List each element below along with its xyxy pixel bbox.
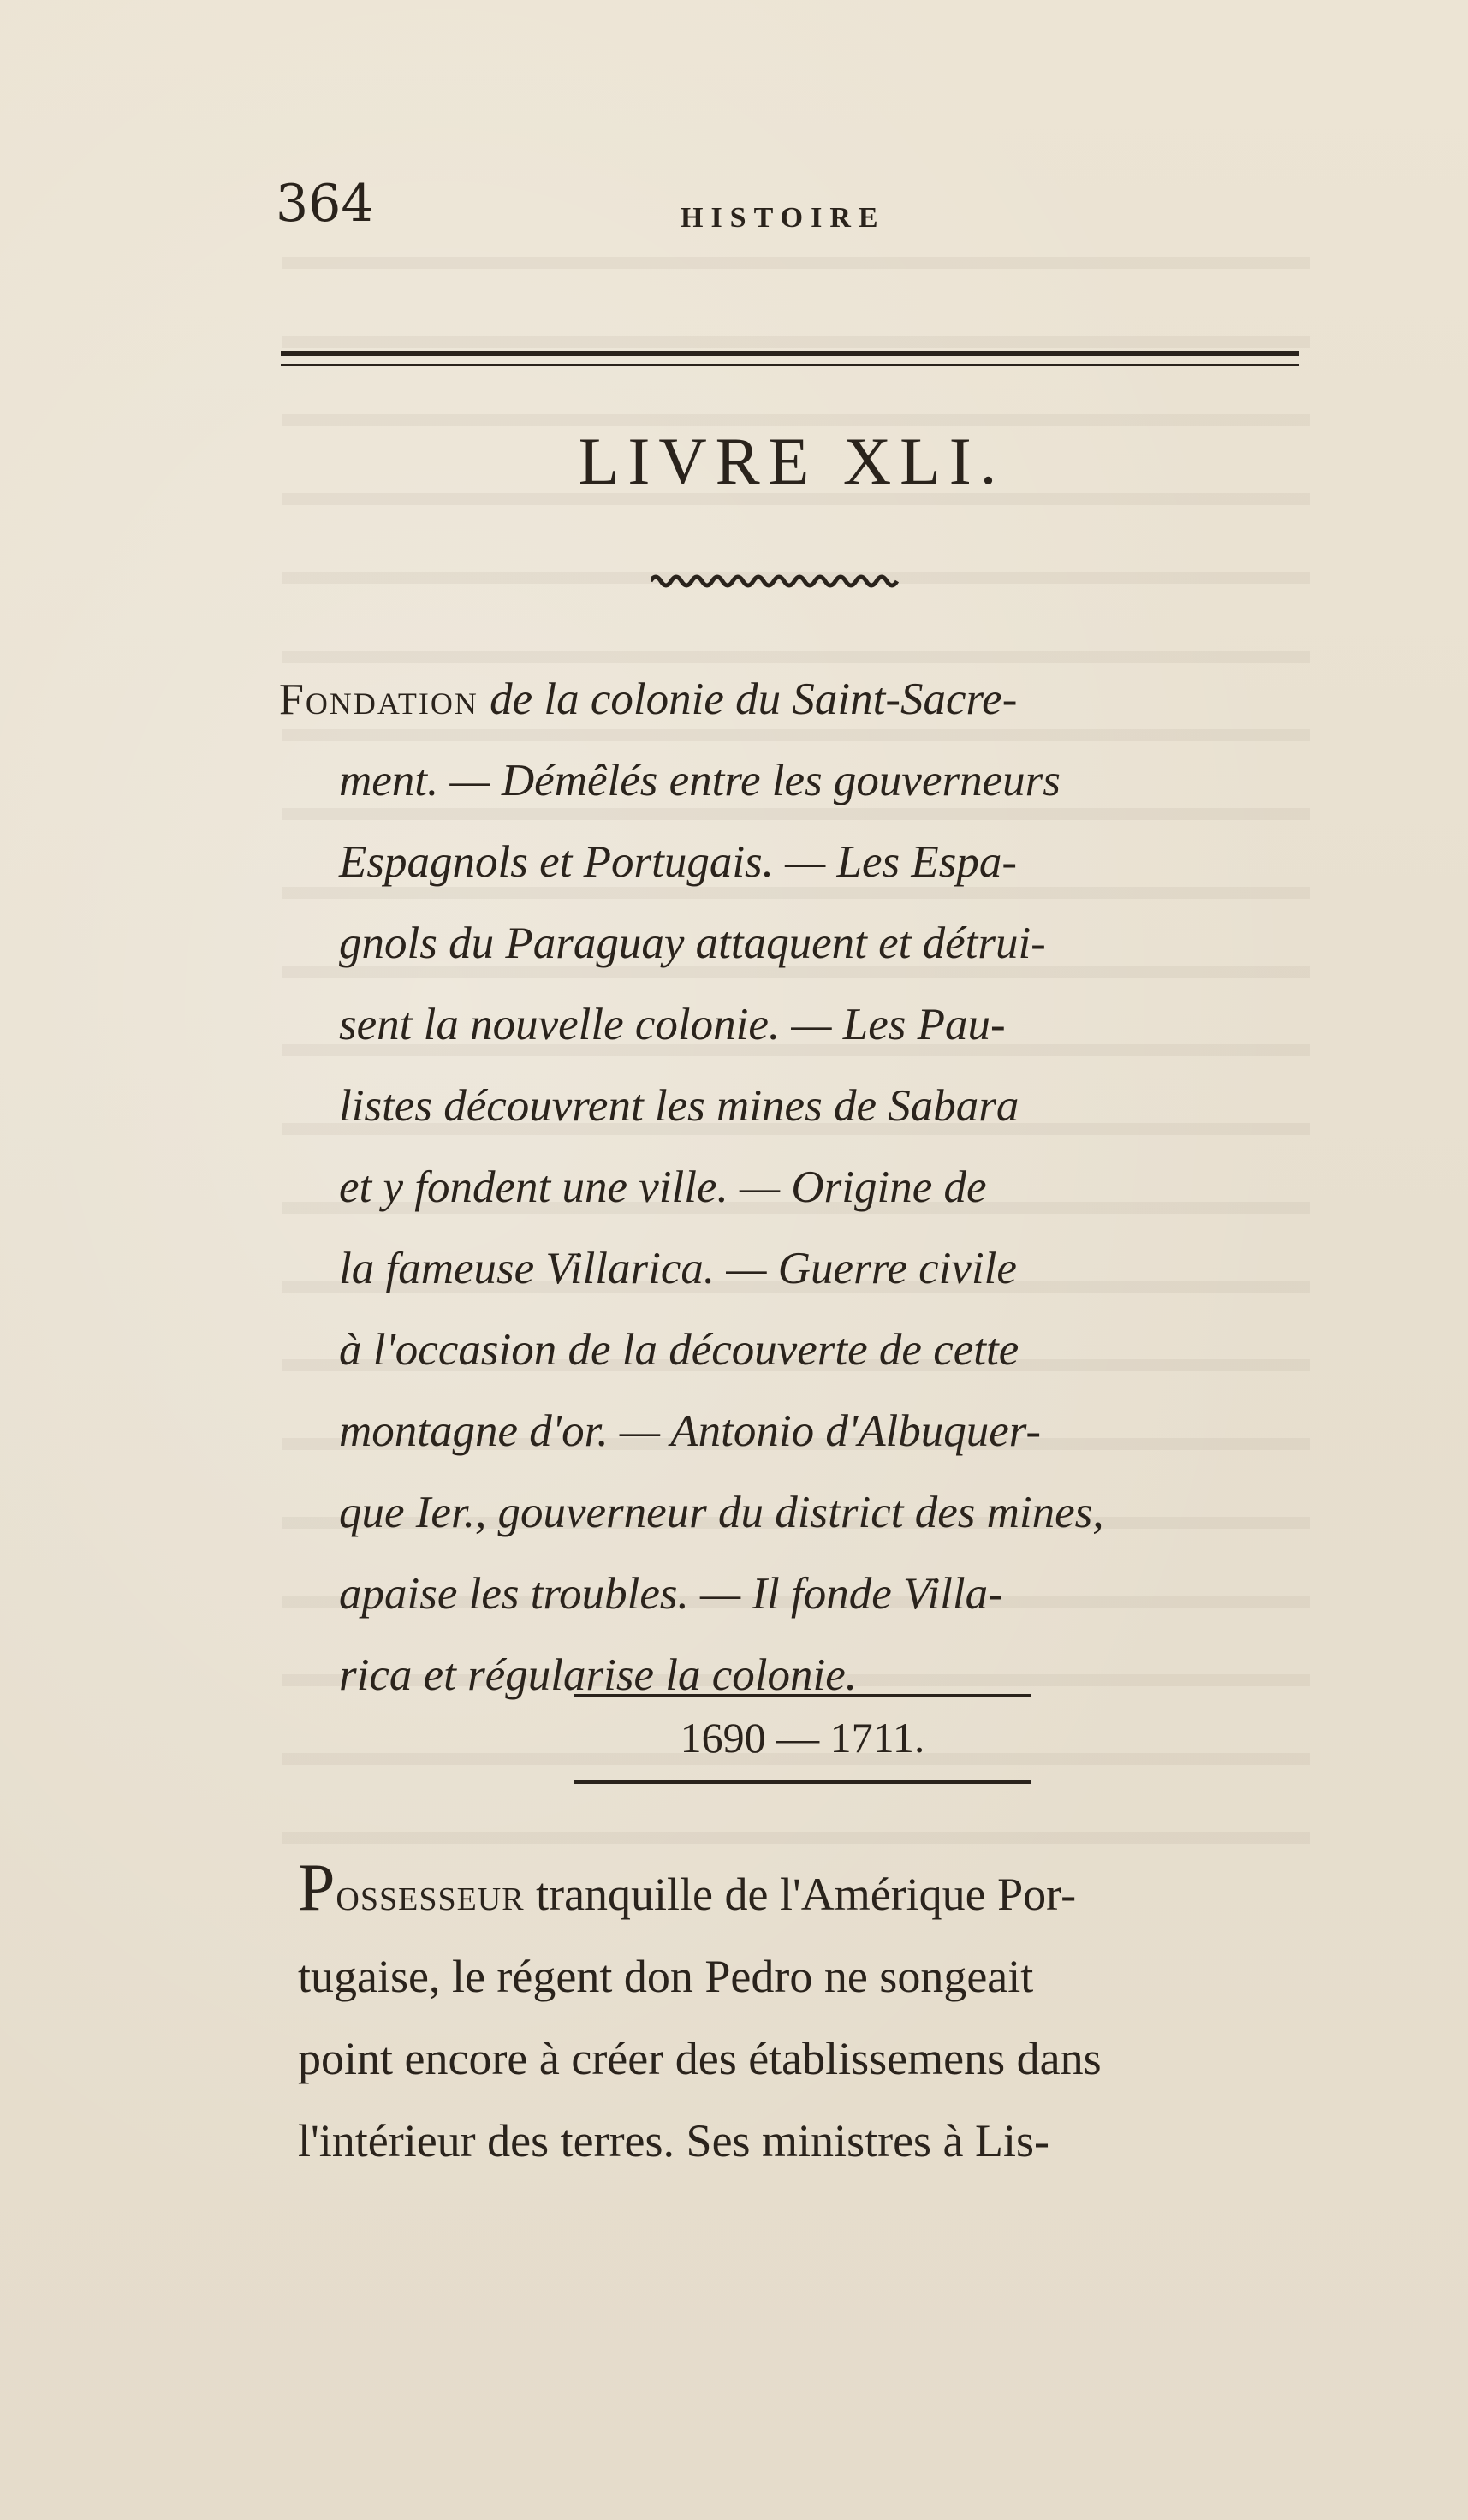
summary-line	[279, 659, 1322, 740]
header-double-rule	[281, 351, 1299, 366]
dates-rule-top	[574, 1694, 1031, 1697]
summary-line: que Ier., gouverneur du district des mines,	[339, 1488, 1104, 1537]
body-line: l'intérieur des terres. Ses ministres à Lis-	[298, 2115, 1050, 2166]
body-paragraph	[298, 1850, 1325, 2182]
summary-line: à l'occasion de la découverte de cette	[339, 1325, 1019, 1375]
date-range: 1690 — 1711.	[680, 1714, 925, 1762]
first-word-smallcaps: ossesseur	[336, 1869, 525, 1920]
summary-lead-word: Fondation	[279, 675, 478, 724]
body-line: point encore à créer des établissemens dans	[298, 2033, 1102, 2084]
body-line	[298, 1850, 1325, 1935]
summary-line: et y fondent une ville. — Origine de	[339, 1162, 987, 1212]
summary-line: la fameuse Villarica. — Guerre civile	[339, 1244, 1017, 1293]
summary-line: ment. — Démêlés entre les gouverneurs	[339, 756, 1061, 805]
drop-cap: P	[298, 1850, 336, 1924]
summary-line: apaise les troubles. — Il fonde Villa-	[339, 1569, 1003, 1619]
summary-line: gnols du Paraguay attaquent et détrui-	[339, 918, 1046, 968]
chapter-summary	[279, 659, 1322, 1716]
dates-rule-bottom	[574, 1780, 1031, 1784]
running-head: HISTOIRE	[681, 202, 886, 234]
book-title: LIVRE XLI.	[578, 424, 1006, 498]
summary-line: rica et régularise la colonie.	[339, 1650, 857, 1700]
body-line-text: tranquille de l'Amérique Por-	[524, 1869, 1077, 1920]
wavy-ornament	[651, 572, 899, 591]
summary-line: sent la nouvelle colonie. — Les Pau-	[339, 1000, 1006, 1049]
body-line: tugaise, le régent don Pedro ne songeait	[298, 1951, 1034, 2002]
summary-line: listes découvrent les mines de Sabara	[339, 1081, 1019, 1131]
summary-line-text: de la colonie du Saint-Sacre-	[478, 675, 1018, 724]
summary-line: montagne d'or. — Antonio d'Albuquer-	[339, 1406, 1042, 1456]
page-number: 364	[276, 174, 374, 234]
summary-line: Espagnols et Portugais. — Les Espa-	[339, 837, 1018, 887]
